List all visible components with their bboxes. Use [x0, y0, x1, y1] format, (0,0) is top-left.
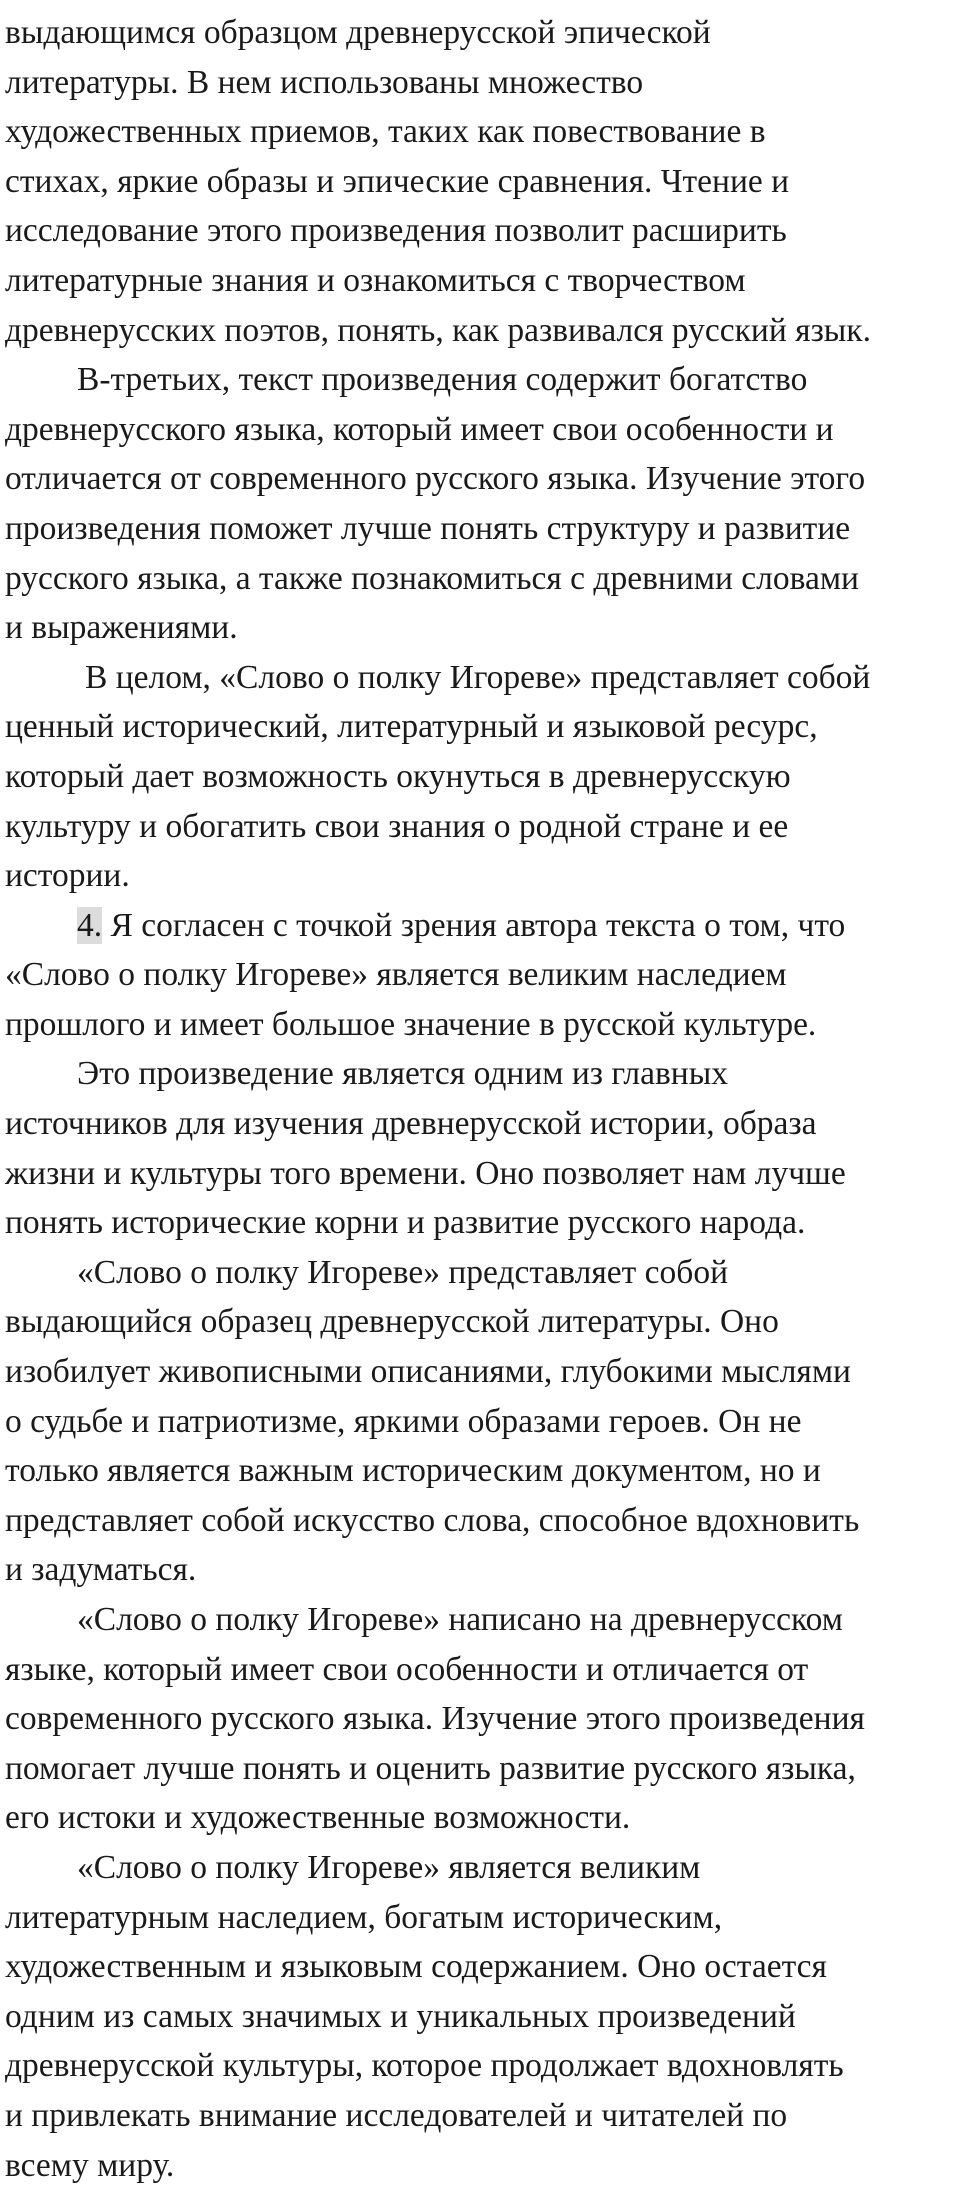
text-line: истории. — [5, 857, 130, 895]
text-line: современного русского языка. Изучение этого произведения — [5, 1700, 865, 1738]
text-line: произведения поможет лучше понять структуру и развитие — [5, 509, 851, 547]
text-line: В-третьих, текст произведения содержит богатство — [77, 361, 808, 399]
text-line: прошлого и имеет большое значение в русской культуре. — [5, 1005, 817, 1043]
text-line: древнерусских поэтов, понять, как развивался русский язык. — [5, 311, 871, 349]
text-line: помогает лучше понять и оценить развитие русского языка, — [5, 1749, 856, 1787]
text-line: «Слово о полку Игореве» представляет собой — [77, 1253, 729, 1291]
text-line: о судьбе и патриотизме, яркими образами героев. Он не — [5, 1402, 802, 1440]
text-line: который дает возможность окунуться в древнерусскую — [5, 757, 791, 795]
item-number-highlight: 4. — [77, 906, 103, 944]
text-line: представляет собой искусство слова, способное вдохновить — [5, 1501, 860, 1539]
text-line: источников для изучения древнерусской истории, образа — [5, 1105, 817, 1143]
paragraph — [5, 355, 960, 653]
text-line: выдающимся образцом древнерусской эпической — [5, 14, 711, 51]
text-line: понять исторические корни и развитие русского народа. — [5, 1204, 806, 1242]
text-line: изобилует живописными описаниями, глубокими мыслями — [5, 1353, 851, 1391]
text-line: русского языка, а также познакомиться с древними словами — [5, 559, 859, 597]
text-line: его истоки и художественные возможности. — [5, 1799, 631, 1837]
text-line: всему миру. — [5, 2146, 175, 2184]
text-line: одним из самых значимых и уникальных произведений — [5, 1997, 796, 2035]
text-line: Это произведение является одним из главных — [77, 1055, 728, 1093]
text-line: ценный исторический, литературный и языковой ресурс, — [5, 708, 818, 746]
paragraph — [5, 653, 960, 901]
text-line: выдающийся образец древнерусской литературы. Оно — [5, 1303, 779, 1341]
text-line: литературы. В нем использованы множество — [5, 63, 644, 101]
text-line: древнерусского языка, который имеет свои особенности и — [5, 410, 834, 448]
paragraph — [5, 1843, 960, 2190]
text-line: «Слово о полку Игореве» является великим — [77, 1848, 701, 1886]
text-line: жизни и культуры того времени. Оно позволяет нам лучше — [5, 1154, 846, 1192]
text-line: и привлекать внимание исследователей и читателей по — [5, 2096, 788, 2134]
text-line: древнерусской культуры, которое продолжает вдохновлять — [5, 2047, 844, 2085]
text-line: только является важным историческим документом, но и — [5, 1452, 821, 1490]
text-line: и выражениями. — [5, 609, 238, 647]
text-line: художественным и языковым содержанием. Оно остается — [5, 1948, 827, 1986]
text-line: языке, который имеет свои особенности и отличается от — [5, 1650, 809, 1688]
paragraph — [5, 1248, 960, 1595]
text-line: литературные знания и ознакомиться с творчеством — [5, 261, 746, 299]
text-line: художественных приемов, таких как повествование в — [5, 113, 766, 151]
paragraph — [5, 1595, 960, 1843]
text-line: отличается от современного русского языка. Изучение этого — [5, 460, 866, 498]
text-line: «Слово о полку Игореве» является великим наследием — [5, 956, 787, 994]
text-line: стихах, яркие образы и эпические сравнения. Чтение и — [5, 162, 790, 200]
text-line: литературным наследием, богатым историческим, — [5, 1898, 723, 1936]
text-line: исследование этого произведения позволит расширить — [5, 212, 787, 250]
text-line: культуру и обогатить свои знания о родной стране и ее — [5, 807, 789, 845]
paragraph — [5, 8, 960, 355]
text-line: и задуматься. — [5, 1551, 197, 1589]
paragraph — [5, 1049, 960, 1247]
text-line: В целом, «Слово о полку Игореве» представляет собой — [85, 658, 871, 696]
text-span: Я согласен с точкой зрения автора текста о том, что — [102, 906, 846, 944]
document-page — [5, 8, 960, 2190]
text-line — [5, 901, 960, 951]
paragraph — [5, 901, 960, 1050]
text-line: «Слово о полку Игореве» написано на древнерусском — [77, 1601, 843, 1638]
